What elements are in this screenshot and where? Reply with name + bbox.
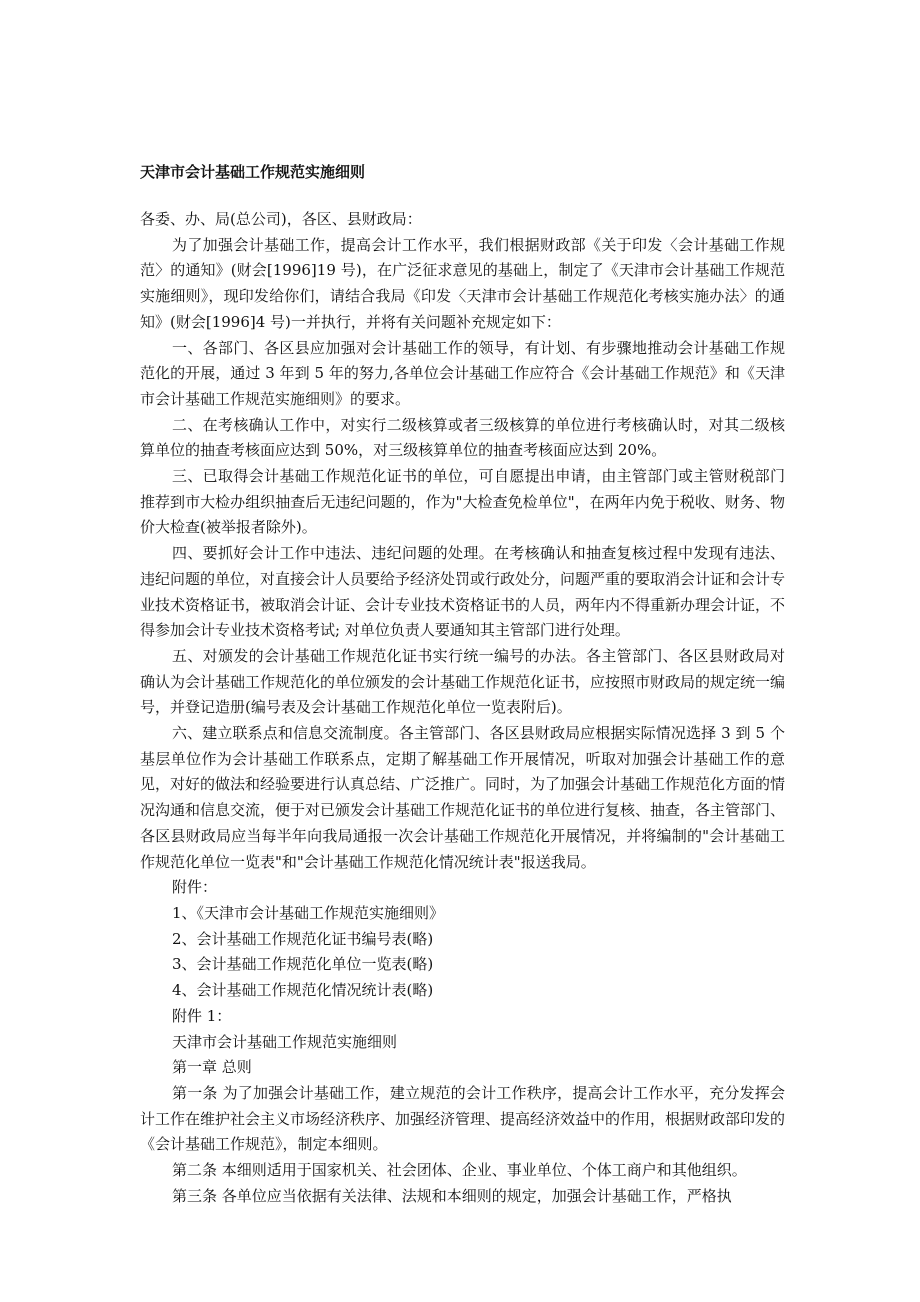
body-paragraph: 3、会计基础工作规范化单位一览表(略) [172,955,434,974]
body-paragraph: 2、会计基础工作规范化证书编号表(略) [172,929,434,948]
document-title: 天津市会计基础工作规范实施细则 [140,163,366,181]
body-paragraph: 附件 1： [172,1006,232,1025]
body-paragraph: 第一章 总则 [172,1058,252,1077]
body-paragraph: 1、《天津市会计基础工作规范实施细则》 [172,903,445,922]
salutation: 各委、办、局(总公司)，各区、县财政局： [140,210,422,228]
body-paragraph: 第二条 本细则适用于国家机关、社会团体、企业、事业单位、个体工商户和其他组织。 [172,1161,747,1180]
body-paragraph: 附件： [172,878,218,897]
body-paragraph: 四、要抓好会计工作中违法、违纪问题的处理。在考核确认和抽查复核过程中发现有违法、违纪问题的单位，对直接会计人员要给予经济处罚或行政处分，问题严重的要取消会计证和会计专业技术资格证书，被取消会计证、会计专业技术资格证书的人员，两年内不得重新办理会计证，不得参加会计专业技术资格考试; 对单位负责人要通知其主管部门进行处理。 [140,544,786,640]
body-paragraph: 天津市会计基础工作规范实施细则 [172,1032,398,1051]
body-paragraph: 五、对颁发的会计基础工作规范化证书实行统一编号的办法。各主管部门、各区县财政局对确认为会计基础工作规范化的单位颁发的会计基础工作规范化证书，应按照市财政局的规定统一编号，并登记造册(编号表及会计基础工作规范化单位一览表附后)。 [140,646,786,717]
body-paragraph: 第三条 各单位应当依据有关法律、法规和本细则的规定，加强会计基础工作，严格执 [172,1186,732,1205]
body-paragraph: 第一条 为了加强会计基础工作，建立规范的会计工作秩序，提高会计工作水平，充分发挥会计工作在维护社会主义市场经济秩序、加强经济管理、提高经济效益中的作用，根据财政部印发的《会计基础工作规范》，制定本细则。 [140,1083,786,1154]
body-paragraph: 一、各部门、各区县应加强对会计基础工作的领导，有计划、有步骤地推动会计基础工作规范化的开展，通过 3 年到 5 年的努力,各单位会计基础工作应符合《会计基础工作规范》和《天津市会计基础工作规范实施细则》的要求。 [140,338,785,408]
body-paragraph: 六、建立联系点和信息交流制度。各主管部门、各区县财政局应根据实际情况选择 3 到 5 个基层单位作为会计基础工作联系点，定期了解基础工作开展情况，听取对加强会计基础工作的意见，对好的做法和经验要进行认真总结、广泛推广。同时，为了加强会计基础工作规范化方面的情况沟通和信息交流，便于对已颁发会计基础工作规范化证书的单位进行复核、抽查，各主管部门、各区县财政局应当每半年向我局通报一次会计基础工作规范化开展情况，并将编制的"会计基础工作规范化单位一览表"和"会计基础工作规范化情况统计表"报送我局。 [140,724,786,871]
document-body [140,207,785,1209]
body-paragraph: 二、在考核确认工作中，对实行二级核算或者三级核算的单位进行考核确认时，对其二级核算单位的抽查考核面应达到 50%，对三级核算单位的抽查考核面应达到 20%。 [140,415,785,460]
body-paragraph: 4、会计基础工作规范化情况统计表(略) [172,981,434,1000]
body-paragraph: 为了加强会计基础工作，提高会计工作水平，我们根据财政部《关于印发〈会计基础工作规范〉的通知》(财会[1996]19 号)，在广泛征求意见的基础上，制定了《天津市会计基础工作规范实施细则》，现印发给你们，请结合我局《印发〈天津市会计基础工作规范化考核实施办法〉的通知》(财会[1996]4 号)一并执行，并将有关问题补充规定如下： [140,235,785,331]
body-paragraph: 三、已取得会计基础工作规范化证书的单位，可自愿提出申请，由主管部门或主管财税部门推荐到市大检办组织抽查后无违纪问题的，作为"大检查免检单位"，在两年内免于税收、财务、物价大检查(被举报者除外)。 [140,467,785,537]
